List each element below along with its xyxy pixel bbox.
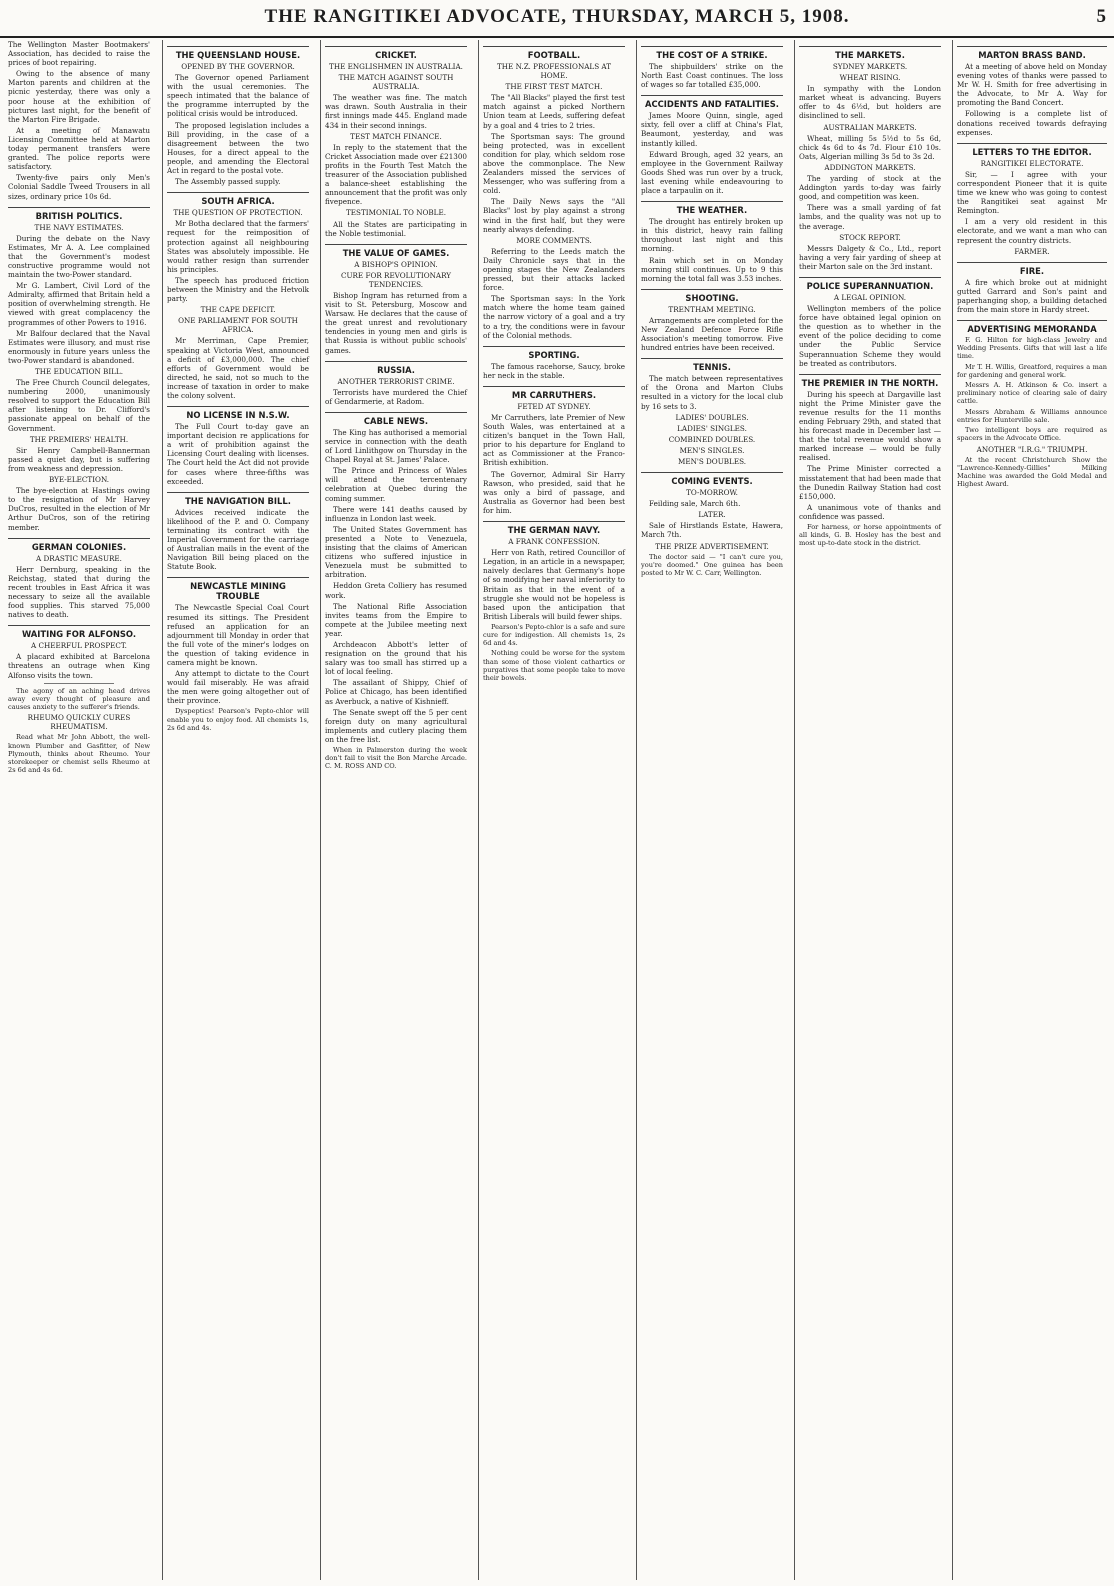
subheading-opened-by-governor: OPENED BY THE GOVERNOR. — [181, 62, 295, 71]
heading-british-politics: BRITISH POLITICS. — [8, 207, 150, 221]
heading-russia: RUSSIA. — [325, 361, 467, 375]
subheading-ladies-singles: LADIES' SINGLES. — [677, 423, 747, 433]
subheading-cheerful-prospect: A CHEERFUL PROSPECT. — [31, 641, 127, 651]
heading-police-superannuation: POLICE SUPERANNUATION. — [799, 277, 941, 291]
heading-advertising-memoranda: ADVERTISING MEMORANDA — [957, 320, 1107, 334]
heading-sporting: SPORTING. — [483, 346, 625, 360]
subheading-protection: THE QUESTION OF PROTECTION. — [173, 208, 303, 218]
subheading-first-test: THE FIRST TEST MATCH. — [505, 82, 603, 92]
subheading-education-bill: THE EDUCATION BILL. — [34, 367, 123, 376]
subheading-sydney-markets: SYDNEY MARKETS. — [832, 62, 908, 71]
heading-south-africa: SOUTH AFRICA. — [167, 192, 309, 206]
page-number: 5 — [1096, 6, 1106, 27]
heading-value-of-games: THE VALUE OF GAMES. — [325, 244, 467, 258]
intro-paragraph: The Wellington Master Bootmakers' Association, has decided to raise the prices of boot repairing. — [8, 40, 150, 68]
subheading-rheumo: RHEUMO QUICKLY CURES RHEUMATISM. — [27, 713, 131, 732]
heading-no-license: NO LICENSE IN N.S.W. — [167, 406, 309, 420]
heading-waiting-for-alfonso: WAITING FOR ALFONSO. — [8, 625, 150, 639]
subheading-legal-opinion: A LEGAL OPINION. — [833, 292, 907, 302]
subheading-prize-advertisement: THE PRIZE ADVERTISEMENT. — [655, 541, 769, 551]
heading-german-navy: THE GERMAN NAVY. — [483, 521, 625, 535]
subheading-englishmen: THE ENGLISHMEN IN AUSTRALIA. — [329, 62, 463, 71]
newspaper-columns — [4, 40, 1110, 1580]
column-4: FOOTBALL. THE N.Z. PROFESSIONALS AT HOME. THE FIRST TEST MATCH. The "All Blacks" played the first test match against a picked Northern Union team at Leeds, suffering defeat by a goal and 4 tries to 2 tries. The Sportsman says: The ground being protected, was in excellent condition for play, which seldom rose above the commonplace. The New Zealanders missed the services of Messenger, who was suffering from a cold. The Daily News says the "All Blacks" lost by play against a strong wind in the first half, but they were nearly always defending. MORE COMMENTS. Referring to the Leeds match the Daily Chronicle says that in the opening stages the New Zealanders pressed, but their attacks lacked force. The Sportsman says: In the York match where the home team gained the narrow victory of a goal and a try to a try, the conditions were in favour of the Colonial methods. SPORTING. The famous racehorse, Saucy, broke her neck in the stable. MR CARRUTHERS. FETED AT SYDNEY. Mr Carruthers, late Premier of New South Wales, was entertained at a citizen's banquet in the Town Hall, prior to his departure for England to act as Commissioner at the Franco-British exhibition. The Governor, Admiral Sir Harry Rawson, who presided, said that he was only a bird of passage, and Australia as Governor had been best for him. THE GERMAN NAVY. A FRANK CONFESSION. Herr von Rath, retired Councillor of Legation, in an article in a newspaper, naively declares that Germany's hope of so modifying her naval inferiority to Britain as that in the event of a struggle she would not be hopeless is based upon the anticipation that British Liberals will build fewer ships. Pearson's Pepto-chlor is a safe and sure cure for indigestion. All chemists 1s, 2s 6d and 4s. Nothing could be worse for the system than some of those violent cathartics or purgatives that some people take to move their bowels. — [478, 40, 629, 1580]
subheading-cure: CURE FOR REVOLUTIONARY TENDENCIES. — [340, 270, 452, 289]
column-3: CRICKET. THE ENGLISHMEN IN AUSTRALIA. THE MATCH AGAINST SOUTH AUSTRALIA. The weather was fine. The match was drawn. South Australia in their first innings made 445. England made 434 in their second innings. TEST MATCH FINANCE. In reply to the statement that the Cricket Association made over £21300 profits in the Fourth Test Match the treasurer of the Association published a balance-sheet establishing the announcement that the profit was only fivepence. TESTIMONIAL TO NOBLE. All the States are participating in the Noble testimonial. THE VALUE OF GAMES. A BISHOP'S OPINION. CURE FOR REVOLUTIONARY TENDENCIES. Bishop Ingram has returned from a visit to St. Petersburg, Moscow and Warsaw. He declares that the cause of the great unrest and revolutionary tendencies in young men and girls is that Russia is without public schools' games. RUSSIA. ANOTHER TERRORIST CRIME. Terrorists have murdered the Chief of Gendarmerie, at Radom. CABLE NEWS. The King has authorised a memorial service in connection with the death of Lord Linlithgow on Thursday in the Chapel Royal at St. James' Palace. The Prince and Princess of Wales will attend the tercentenary celebration at Quebec during the coming summer. There were 141 deaths caused by influenza in London last week. The United States Government has presented a Note to Venezuela, insisting that the claims of American citizens who suffered injustice in Venezuela must be submitted to arbitration. Heddon Greta Colliery has resumed work. The National Rifle Association invites teams from the Empire to compete at the Jubilee meeting next year. Archdeacon Abbott's letter of resignation on the ground that his salary was too small has stirred up a lot of local feeling. The assailant of Shippy, Chief of Police at Chicago, has been identified as Averbuck, a native of Kishnieff. The Senate swept off the 5 per cent foreign duty on many agricultural implements and cutlery placing them on the free list. When in Palmerston during the week don't fail to visit the Bon Marche Arcade. C. M. ROSS AND CO. — [320, 40, 471, 1580]
heading-football: FOOTBALL. — [483, 46, 625, 60]
heading-premier-in-north: THE PREMIER IN THE NORTH. — [799, 374, 941, 388]
subheading-mens-singles: MEN'S SINGLES. — [679, 445, 745, 455]
subheading-frank-confession: A FRANK CONFESSION. — [508, 537, 600, 547]
subheading-addington-markets: ADDINGTON MARKETS. — [824, 162, 916, 172]
subheading-wheat-rising: WHEAT RISING. — [839, 73, 901, 83]
heading-fire: FIRE. — [957, 262, 1107, 276]
subheading-australian-markets: AUSTRALIAN MARKETS. — [823, 122, 917, 132]
subheading-test-finance: TEST MATCH FINANCE. — [350, 131, 442, 141]
subheading-cape-deficit: THE CAPE DEFICIT. — [200, 305, 276, 315]
subheading-tomorrow: TO-MORROW. — [686, 488, 738, 498]
heading-cricket: CRICKET. — [325, 46, 467, 60]
subheading-premiers-health: THE PREMIERS' HEALTH. — [29, 434, 129, 444]
subheading-trentham: TRENTHAM MEETING. — [668, 304, 756, 314]
masthead — [0, 0, 1114, 38]
subheading-stock-report: STOCK REPORT. — [839, 232, 901, 242]
subheading-rangitikei-electorate: RANGITIKEI ELECTORATE. — [980, 158, 1084, 168]
queensland-paragraph: The Governor opened Parliament with the usual ceremonies. The speech intimated that the balance of the programme interrupted by the political crisis would be introduced. — [167, 73, 309, 119]
heading-shooting: SHOOTING. — [641, 289, 783, 303]
heading-letters-to-editor: LETTERS TO THE EDITOR. — [957, 143, 1107, 157]
column-5: THE COST OF A STRIKE. The shipbuilders' strike on the North East Coast continues. The loss of wages so far totalled £35,000. ACCIDENTS AND FATALITIES. James Moore Quinn, single, aged sixty, fell over a cliff at China's Flat, Beaumont, yesterday, and was instantly killed. Edward Brough, aged 32 years, an employee in the Government Railway Goods Shed was run over by a truck, last evening while endeavouring to place a tarpaulin on it. THE WEATHER. The drought has entirely broken up in this district, heavy rain falling throughout last night and this morning. Rain which set in on Monday morning still continues. Up to 9 this morning the total fall was 3.53 inches. SHOOTING. TRENTHAM MEETING. Arrangements are completed for the New Zealand Defence Force Rifle Association's meeting tomorrow. Five hundred entries have been received. TENNIS. The match between representatives of the Orona and Marton Clubs resulted in a victory for the local club by 16 sets to 3. LADIES' DOUBLES. LADIES' SINGLES. COMBINED DOUBLES. MEN'S SINGLES. MEN'S DOUBLES. COMING EVENTS. TO-MORROW. Feilding sale, March 6th. LATER. Sale of Hirstlands Estate, Hawera, March 7th. THE PRIZE ADVERTISEMENT. The doctor said — "I can't cure you, you're doomed." One guinea has been posted to Mr W. C. Carr, Wellington. — [636, 40, 787, 1580]
heading-mr-carruthers: MR CARRUTHERS. — [483, 386, 625, 400]
heading-coming-events: COMING EVENTS. — [641, 472, 783, 486]
subheading-bye-election: BYE-ELECTION. — [48, 475, 110, 485]
subheading-more-comments: MORE COMMENTS. — [516, 235, 592, 245]
heading-queensland-house: THE QUEENSLAND HOUSE. — [167, 46, 309, 60]
heading-cost-of-strike: THE COST OF A STRIKE. — [641, 46, 783, 60]
subheading-navy-estimates: THE NAVY ESTIMATES. — [34, 222, 124, 232]
subheading-feted: FETED AT SYDNEY. — [517, 401, 591, 411]
column-6: THE MARKETS. SYDNEY MARKETS. WHEAT RISING. In sympathy with the London market wheat is advancing. Buyers offer to 4s 6½d, but holders are disinclined to sell. AUSTRALIAN MARKETS. Wheat, milling 5s 5½d to 5s 6d, chick 4s 6d to 4s 7d. Flour £10 10s. Oats, Algerian milling 3s 5d to 3s 2d. ADDINGTON MARKETS. The yarding of stock at the Addington yards to-day was fairly good, and competition was keen. There was a small yarding of fat lambs, and the quality was not up to the average. STOCK REPORT. Messrs Dalgety & Co., Ltd., report having a very fair yarding of sheep at their Marton sale on the 3rd instant. POLICE SUPERANNUATION. A LEGAL OPINION. Wellington members of the police force have obtained legal opinion on the question as to whether in the event of the police deciding to come under the Public Service Superannuation Scheme they would be treated as contributors. THE PREMIER IN THE NORTH. During his speech at Dargaville last night the Prime Minister gave the revenue results for the 11 months ending February 29th, and stated that his forecast made in December last — that the total revenue would show a marked increase — would be fully realised. The Prime Minister corrected a misstatement that had been made that the Dunedin Railway Station had cost £150,000. A unanimous vote of thanks and confidence was passed. For harness, or horse appointments of all kinds, G. B. Hosley has the best and most up-to-date stock in the district. — [794, 40, 945, 1580]
subheading-one-parliament: ONE PARLIAMENT FOR SOUTH AFRICA. — [178, 316, 298, 335]
subheading-combined-doubles: COMBINED DOUBLES. — [668, 434, 756, 444]
heading-cable-news: CABLE NEWS. — [325, 412, 467, 426]
heading-tennis: TENNIS. — [641, 358, 783, 372]
heading-navigation-bill: THE NAVIGATION BILL. — [167, 492, 309, 506]
subheading-bishops-opinion: A BISHOP'S OPINION. — [354, 259, 438, 269]
subheading-ladies-doubles: LADIES' DOUBLES. — [675, 412, 749, 422]
column-1: The Wellington Master Bootmakers' Association, has decided to raise the prices of boot repairing. Owing to the absence of many Marton parents and children at the picnic yesterday, there was only a poor house at the exhibition of pictures last night, for the benefit of the Marton Fire Brigade. At a meeting of Manawatu Licensing Committee held at Marton today permanent transfers were granted. The police reports were satisfactory. Twenty-five pairs only Men's Colonial Saddle Tweed Trousers in all sizes, ordinary price 10s 6d. BRITISH POLITICS. THE NAVY ESTIMATES. During the debate on the Navy Estimates, Mr A. A. Lee complained that the Government's modest constructive programme would not maintain the two-Power standard. Mr G. Lambert, Civil Lord of the Admiralty, affirmed that Britain held a position of overwhelming strength. He viewed with great complacency the programmes of other Powers to 1916. Mr Balfour declared that the Naval Estimates were illusory, and must rise enormously in future years unless the two-Power standard is abandoned. THE EDUCATION BILL. The Free Church Council delegates, numbering 2000, unanimously resolved to support the Education Bill after listening to Dr. Clifford's passionate appeal on behalf of the Government. THE PREMIERS' HEALTH. Sir Henry Campbell-Bannerman passed a quiet day, but is suffering from weakness and depression. BYE-ELECTION. The bye-election at Hastings owing to the resignation of Mr Harvey DuCros, resulted in the election of Mr Arthur DuCros, son of the retiring member. GERMAN COLONIES. A DRASTIC MEASURE. Herr Dernburg, speaking in the Reichstag, stated that during the recent troubles in East Africa it was necessary to seize all the available food supplies. This starved 75,000 natives to death. WAITING FOR ALFONSO. A CHEERFUL PROSPECT. A placard exhibited at Barcelona threatens an outrage when King Alfonso visits the town. The agony of an aching head drives away every thought of pleasure and causes anxiety to the sufferer's friends. RHEUMO QUICKLY CURES RHEUMATISM. Read what Mr John Abbott, the well-known Plumber and Gasfitter, of New Plymouth, thinks about Rheumo. Your storekeeper or chemist sells Rheumo at 2s 6d and 4s 6d. — [8, 40, 150, 775]
subheading-later: LATER. — [698, 510, 726, 520]
letter-signature: FARMER. — [1014, 246, 1050, 256]
heading-marton-brass-band: MARTON BRASS BAND. — [957, 46, 1107, 60]
heading-accidents: ACCIDENTS AND FATALITIES. — [641, 95, 783, 109]
heading-german-colonies: GERMAN COLONIES. — [8, 538, 150, 552]
subheading-nz-professionals: THE N.Z. PROFESSIONALS AT HOME. — [496, 62, 612, 81]
subheading-irg-triumph: ANOTHER "I.R.G." TRIUMPH. — [976, 444, 1088, 454]
subheading-testimonial: TESTIMONIAL TO NOBLE. — [346, 208, 446, 218]
subheading-terrorist-crime: ANOTHER TERRORIST CRIME. — [337, 376, 455, 386]
heading-newcastle-mining: NEWCASTLE MINING TROUBLE — [167, 577, 309, 601]
newspaper-title: THE RANGITIKEI ADVOCATE, THURSDAY, MARCH 5, 1908. — [264, 6, 850, 27]
heading-markets: THE MARKETS. — [799, 46, 941, 60]
divider — [44, 683, 114, 684]
subheading-drastic-measure: A DRASTIC MEASURE. — [36, 553, 122, 563]
column-7: MARTON BRASS BAND. At a meeting of above held on Monday evening votes of thanks were passed to Mr W. H. Smith for free advertising in the Advocate, to Mr A. Way for promoting the Band Concert. Following is a complete list of donations received towards defraying expenses. LETTERS TO THE EDITOR. RANGITIKEI ELECTORATE. Sir, — I agree with your correspondent Pioneer that it is quite time we knew who was going to contest the Rangitikei seat against Mr Remington. I am a very old resident in this electorate, and we want a man who can represent the country districts. FARMER. FIRE. A fire which broke out at midnight gutted Garrard and Son's paint and paperhanging shop, a building detached from the main store in Hardy street. ADVERTISING MEMORANDA F. G. Hilton for high-class Jewelry and Wedding Presents. Gifts that will last a life time. Mr T. H. Willis, Greatford, requires a man for gardening and general work. Messrs A. H. Atkinson & Co. insert a preliminary notice of clearing sale of dairy cattle. Messrs Abraham & Williams announce entries for Hunterville sale. Two intelligent boys are required as spacers in the Advocate Office. ANOTHER "I.R.G." TRIUMPH. At the recent Christchurch Show the "Lawrence-Kennedy-Gillies" Milking Machine was awarded the Gold Medal and Highest Award. — [952, 40, 1111, 1580]
heading-weather: THE WEATHER. — [641, 201, 783, 215]
column-2: THE QUEENSLAND HOUSE. OPENED BY THE GOVERNOR. The Governor opened Parliament with the usual ceremonies. The speech intimated that the balance of the programme interrupted by the political crisis would be introduced. The proposed legislation includes a Bill providing, in the case of a disagreement between the two Houses, for a direct appeal to the people, and amending the Electoral Act in regard to the postal vote. The Assembly passed supply. SOUTH AFRICA. THE QUESTION OF PROTECTION. Mr Botha declared that the farmers' request for the reimposition of protection against all neighbouring States was absolutely impossible. He would rather resign than surrender his principles. The speech has produced friction between the Ministry and the Hetvolk party. THE CAPE DEFICIT. ONE PARLIAMENT FOR SOUTH AFRICA. Mr Merriman, Cape Premier, speaking at Victoria West, announced a deficit of £3,000,000. The chief efforts of Government would be directed, he said, not so much to the increase of taxation in order to make the colony solvent. NO LICENSE IN N.S.W. The Full Court to-day gave an important decision re applications for a writ of prohibition against the Licensing Court dealing with licenses. The Court held the Act did not provide for cases where three-fifths was exceeded. THE NAVIGATION BILL. Advices received indicate the likelihood of the P. and O. Company terminating its contract with the Imperial Government for the carriage of Australian mails in the event of the Navigation Bill being placed on the Statute Book. NEWCASTLE MINING TROUBLE The Newcastle Special Coal Court resumed its sittings. The President refused an application for an adjournment till Monday in order that the full vote of the miner's lodges on the question of taking evidence in camera might be known. Any attempt to dictate to the Court would fail miserably. He was afraid the men were going altogether out of their province. Dyspeptics! Pearson's Pepto-chlor will enable you to enjoy food. All chemists 1s, 2s 6d and 4s. — [162, 40, 313, 1580]
subheading-mens-doubles: MEN'S DOUBLES. — [677, 457, 747, 466]
navy-paragraph: During the debate on the Navy Estimates, Mr A. A. Lee complained that the Government's modest constructive programme would not maintain the two-Power standard. — [8, 233, 150, 280]
subheading-match: THE MATCH AGAINST SOUTH AUSTRALIA. — [338, 73, 454, 92]
